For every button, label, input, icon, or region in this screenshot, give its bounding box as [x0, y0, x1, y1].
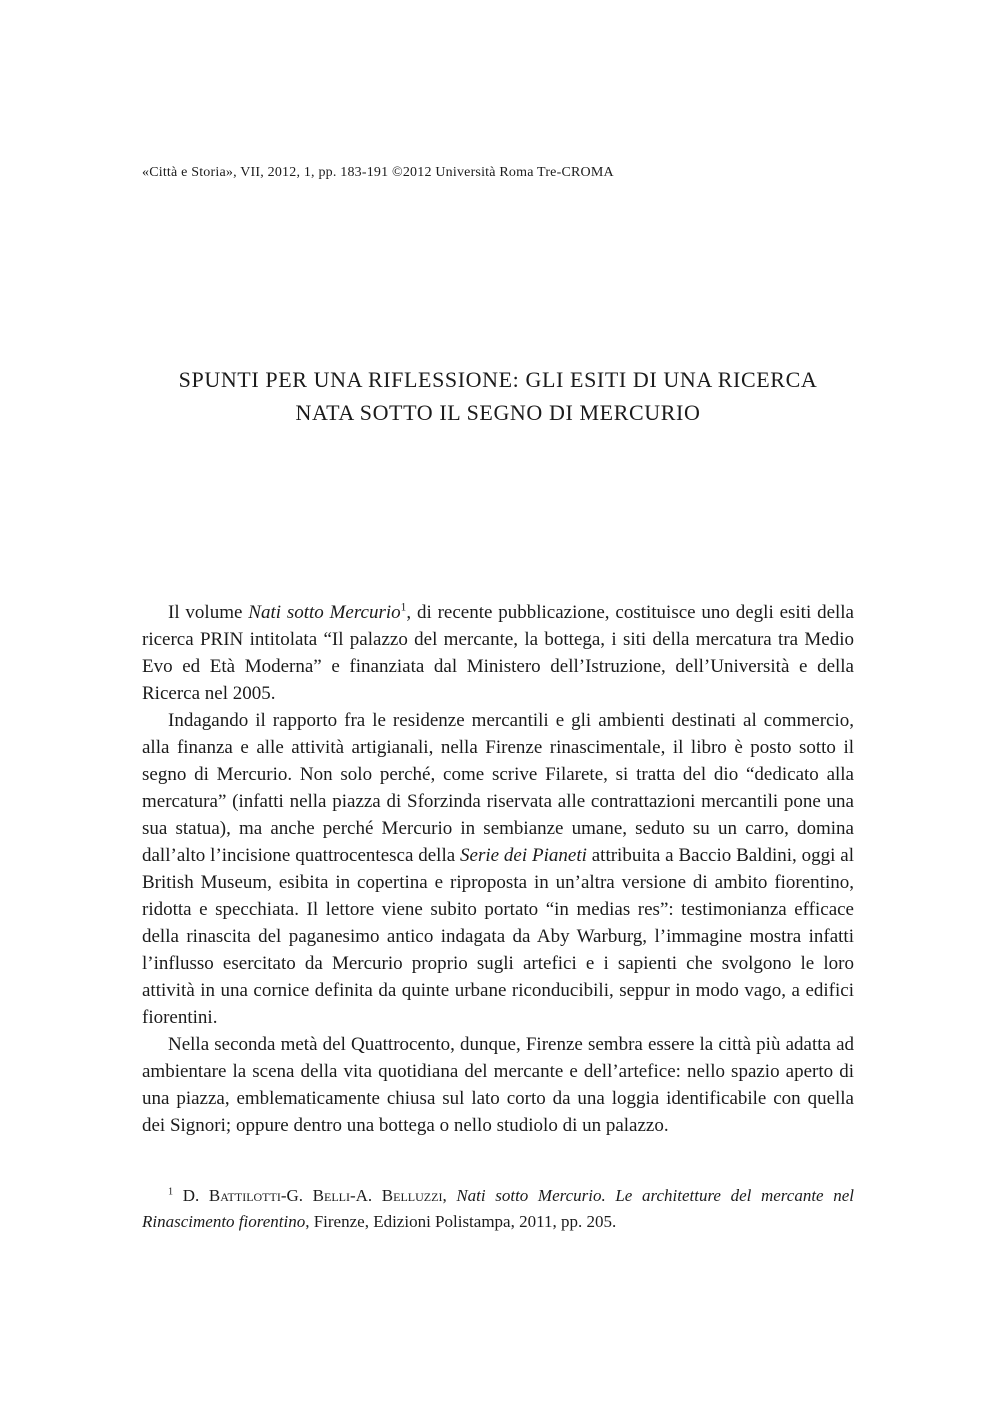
author-name-text-run: Battilotti: [208, 1186, 281, 1205]
text-run: -G.: [280, 1186, 313, 1205]
footnote-reference-marker: 1: [400, 601, 407, 614]
article-title-line-1: SPUNTI PER UNA RIFLESSIONE: GLI ESITI DI UNA RICERCA: [178, 367, 818, 392]
text-run: Nella seconda metà del Quattrocento, dunque, Firenze sembra essere la città più adatta ad ambientare la scena della vita quotidiana del mercante e dell’artefice: nello spazio aperto di una piazza, emblematicamente chiusa sul lato corto da una loggia identificabile con quella dei Signori; oppure dentro una bottega o nello studiolo di un palazzo.: [142, 1034, 854, 1136]
text-run: attribuita a Baccio Baldini, oggi al British Museum, esibita in copertina e riproposta in un’altra versione di ambito fiorentino, ridotta e specchiata. Il lettore viene subito portato “in medias res”: testimonianza efficace della rinascita del paganesimo antico indagata da Aby Warburg, l’immagine mostra infatti l’influsso esercitato da Mercurio proprio sugli artefici e i sapienti che svolgono le loro attività in una cornice definita da quinte urbane riconducibili, seppur in modo vago, a edifici fiorentini.: [142, 845, 854, 1028]
text-run: D.: [173, 1186, 209, 1205]
book-title-text-run: Nati sotto Mercurio: [248, 602, 401, 623]
footnote-1: [142, 1183, 854, 1235]
book-title-text-run: Nati sotto Mercurio. Le architetture del mercante nel Rinascimento fiorentino: [142, 1186, 854, 1231]
paragraph-1: [142, 599, 854, 707]
text-run: -A.: [349, 1186, 382, 1205]
footnote-marker: 1: [168, 1186, 174, 1198]
text-run: Indagando il rapporto fra le residenze mercantili e gli ambienti destinati al commercio, alla finanza e alle attività artigianali, nella Firenze rinascimentale, il libro è posto sotto il segno di Mercurio. Non solo perché, come scrive Filarete, si tratta del dio “dedicato alla mercatura” (infatti nella piazza di Sforzinda riservata alle contrattazioni mercantili pone una sua statua), ma anche perché Mercurio in sembianze umane, seduto su un carro, domina dall’alto l’incisione quattrocentesca della: [142, 710, 854, 866]
text-run: Il volume: [168, 602, 249, 623]
text-run: , Firenze, Edizioni Polistampa, 2011, pp. 205.: [305, 1212, 617, 1231]
article-body: [142, 599, 854, 1139]
journal-header: «Città e Storia», VII, 2012, 1, pp. 183-191 ©2012 Università Roma Tre-CROMA: [142, 165, 614, 180]
article-title: [142, 363, 854, 429]
paragraph-3: [142, 1031, 854, 1139]
article-title-line-2: NATA SOTTO IL SEGNO DI MERCURIO: [295, 400, 701, 425]
author-name-text-run: Belluzzi: [381, 1186, 443, 1205]
text-run: ,: [442, 1186, 457, 1205]
work-title-text-run: Serie dei Pianeti: [460, 845, 587, 866]
text-run: , di recente pubblicazione, costituisce uno degli esiti della ricerca PRIN intitolata “Il palazzo del mercante, la bottega, i siti della mercatura tra Medio Evo ed Età Moderna” e finanziata dal Ministero dell’Istruzione, dell’Università e della Ricerca nel 2005.: [142, 602, 854, 704]
paragraph-2: [142, 707, 854, 1031]
author-name-text-run: Belli: [312, 1186, 350, 1205]
